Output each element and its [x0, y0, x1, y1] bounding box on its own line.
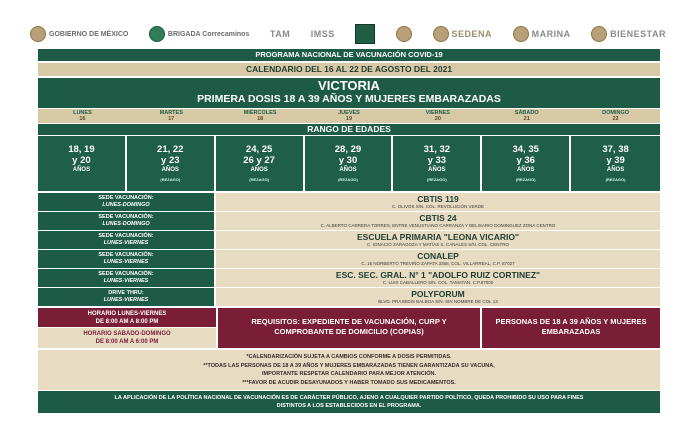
age-cells: [38, 136, 660, 191]
venue-label: [38, 269, 214, 287]
venue-name: ESCUELA PRIMARIA "LEONA VICARIO": [356, 232, 519, 242]
day-2: [216, 110, 305, 122]
venue-label: [38, 288, 214, 306]
age-line-2: y 23: [161, 155, 180, 166]
day-name: JUEVES: [338, 110, 360, 116]
day-date: 20: [434, 116, 441, 122]
age-line-3: AÑOS: [428, 167, 446, 173]
age-line-1: 21, 22: [157, 144, 184, 155]
footer-disclaimer: [38, 391, 660, 413]
day-name: DOMINGO: [602, 110, 629, 116]
logo-brigada-correcaminos: [149, 26, 249, 42]
logo-gobierno-de-mexico: [30, 26, 128, 42]
venue-label: [38, 193, 214, 211]
note-3: IMPORTANTE RESPETAR CALENDARIO PARA MEJOR ATENCIÓN.: [262, 371, 436, 377]
day-date: 16: [79, 116, 86, 122]
day-date: 19: [345, 116, 353, 122]
age-cell: [38, 136, 127, 191]
age-line-1: 18, 19: [68, 144, 95, 155]
age-line-3: AÑOS: [72, 167, 91, 173]
requirements: REQUISITOS: EXPEDIENTE DE VACUNACIÓN, CURP Y COMPROBANTE DE DOMICILIO (COPIAS): [218, 308, 480, 348]
weekday-schedule: [38, 308, 216, 327]
logo-tamaulipas: [270, 29, 290, 39]
day-4: [393, 110, 482, 122]
venue-address: C. IGNACIO ZARAGOZA Y MATÍAS S. CANALES S/N. COL. CENTRO: [366, 242, 510, 247]
day-0: [38, 110, 127, 122]
venue-label: [38, 231, 214, 249]
logo-text: BRIGADA Correcaminos: [167, 30, 250, 38]
venue-name: CBTIS 24: [419, 213, 457, 223]
age-cell: [571, 136, 660, 191]
day-name: SÁBADO: [514, 110, 539, 116]
logo-strip: [30, 20, 666, 48]
logo-text: SEDENA: [451, 29, 493, 39]
age-cell: [393, 136, 482, 191]
note-2: **TODAS LAS PERSONAS DE 18 A 39 AÑOS Y MUJERES EMBARAZADAS TIENEN GARANTIZADA SU VACUNA,: [203, 362, 495, 369]
logo-text: GOBIERNO DE MÉXICO: [49, 30, 129, 38]
venue-info: [216, 288, 660, 306]
venue-label: [38, 212, 214, 230]
venue-row: [38, 193, 660, 211]
age-line-3: AÑOS: [250, 167, 268, 173]
venue-label-days: LUNES-DOMINGO: [102, 202, 150, 208]
sedena-icon: [433, 26, 449, 42]
age-line-4: (REZAGO): [249, 177, 270, 182]
age-line-2: y 20: [72, 155, 91, 166]
brigade-icon: [149, 26, 165, 42]
venue-row: [38, 212, 660, 230]
age-line-3: AÑOS: [517, 167, 535, 173]
note-4: ***FAVOR DE ACUDIR DESAYUNADOS Y HABER TOMADO SUS MEDICAMENTOS.: [242, 379, 456, 386]
age-cell: [127, 136, 216, 191]
logo-text: MARINA: [531, 29, 571, 39]
age-line-3: AÑOS: [161, 167, 179, 173]
logo-green-shield: [355, 24, 375, 44]
venue-row: [38, 250, 660, 268]
age-line-2: 26 y 27: [243, 155, 275, 166]
venue-address: C. LUIS CABALLERO S/N. COL. TAMATAN. C.P.87000: [382, 280, 494, 285]
day-1: [127, 110, 216, 122]
day-name: LUNES: [73, 110, 92, 116]
venue-name: CONALEP: [417, 251, 459, 261]
venue-info: [216, 212, 660, 230]
venue-address: C. OLIVOS S/N. COL. REVOLUCIÓN VERDE: [391, 204, 485, 209]
venue-name: POLYFORUM: [411, 289, 465, 299]
age-line-3: AÑOS: [606, 167, 625, 173]
calendar-title: CALENDARIO DEL 16 AL 22 DE AGOSTO DEL 2021: [38, 63, 660, 76]
venue-info: [216, 193, 660, 211]
venue-label-days: LUNES-VIERNES: [103, 259, 149, 265]
venue-label: [38, 250, 214, 268]
city-name: VICTORIA: [318, 78, 380, 93]
age-cell: [482, 136, 571, 191]
logo-marina: [513, 26, 571, 42]
venue-label-title: SEDE VACUNACIÓN:: [98, 233, 154, 239]
target-people: PERSONAS DE 18 A 39 AÑOS Y MUJERES EMBARAZADAS: [482, 308, 660, 348]
venue-info: [216, 269, 660, 287]
age-line-4: (REZAGO): [160, 177, 181, 182]
age-line-1: 28, 29: [334, 144, 362, 155]
days-row: [38, 109, 660, 123]
venue-label-title: SEDE VACUNACIÓN:: [98, 252, 154, 258]
logo-text: TAM: [269, 29, 291, 39]
anchor-icon: [513, 26, 529, 42]
venue-row: [38, 288, 660, 306]
venue-label-days: LUNES-DOMINGO: [102, 221, 150, 227]
weekday-title: HORARIO LUNES-VIERNES: [87, 311, 167, 317]
age-line-1: 31, 32: [423, 144, 451, 155]
age-line-4: (REZAGO): [426, 177, 447, 182]
age-line-4: (REZAGO): [605, 177, 626, 182]
logo-imss: [311, 29, 335, 39]
day-5: [482, 110, 571, 122]
logo-text: IMSS: [310, 29, 335, 39]
weekend-schedule: [38, 328, 216, 348]
age-line-3: AÑOS: [339, 167, 357, 173]
day-3: [305, 110, 394, 122]
age-line-2: y 33: [427, 155, 447, 166]
venue-info: [216, 250, 660, 268]
venue-address: C. 16 NORBERTO TREVIÑO ZAPATA 3368, COL. VILLARREAL, C.P. 87027: [361, 261, 515, 266]
venue-row: [38, 231, 660, 249]
venue-name: ESC. SEC. GRAL. N° 1 "ADOLFO RUIZ CORTINEZ": [335, 270, 541, 280]
venue-label-days: LUNES-VIERNES: [103, 240, 149, 246]
age-line-2: y 39: [606, 155, 625, 166]
logo-seal: [396, 26, 412, 42]
age-line-4: (REZAGO): [515, 177, 536, 182]
eagle-seal-icon: [30, 26, 46, 42]
venue-address: BLVD. PRAXEDIS BALBOA S/N. SIN NOMBRE DE COL 13: [378, 299, 498, 304]
venue-label-title: DRIVE THRU:: [108, 290, 144, 296]
logo-sedena: [433, 26, 493, 42]
day-date: 21: [523, 116, 530, 122]
footer-line-2: DISTINTOS A LOS ESTABLECIDOS EN EL PROGRAMA.: [276, 403, 422, 409]
age-line-1: 37, 38: [602, 144, 629, 155]
weekday-hours: DE 8:00 AM A 8:00 PM: [95, 319, 159, 325]
day-name: MIÉRCOLES: [243, 110, 277, 116]
venue-label-title: SEDE VACUNACIÓN:: [98, 195, 154, 201]
age-line-2: y 30: [338, 155, 358, 166]
note-1: *CALENDARIZACIÓN SUJETA A CAMBIOS CONFORME A DOSIS PERMITIDAS.: [246, 354, 452, 360]
age-cell: [305, 136, 394, 191]
program-title: PROGRAMA NACIONAL DE VACUNACIÓN COVID-19: [38, 49, 660, 61]
notes: [38, 350, 660, 390]
bienestar-icon: [591, 26, 607, 42]
venue-info: [216, 231, 660, 249]
venue-row: [38, 269, 660, 287]
logo-bienestar: [591, 26, 666, 42]
shield-icon: [355, 24, 375, 44]
age-line-1: 34, 35: [512, 144, 539, 155]
venue-name: CBTIS 119: [417, 194, 459, 204]
venue-label-days: LUNES-VIERNES: [103, 278, 149, 284]
day-date: 17: [168, 116, 175, 122]
day-6: [571, 110, 660, 122]
round-seal-icon: [396, 26, 412, 42]
venue-label-title: SEDE VACUNACIÓN:: [98, 214, 154, 220]
day-date: 18: [257, 116, 264, 122]
footer-line-1: LA APLICACIÓN DE LA POLÍTICA NACIONAL DE VACUNACIÓN ES DE CARÁCTER PÚBLICO, AJENO A CUALQUIER PARTIDO POLÍTICO, QUEDA PROHIBIDO SU USO PARA FINES: [114, 395, 584, 401]
venue-label-title: SEDE VACUNACIÓN:: [98, 271, 154, 277]
age-line-2: y 36: [516, 155, 535, 166]
weekend-title: HORARIO SABADO-DOMINGO: [83, 331, 171, 337]
day-date: 22: [612, 116, 619, 122]
logo-text: BIENESTAR: [610, 29, 666, 39]
age-line-4: (REZAGO): [338, 177, 358, 182]
weekend-hours: DE 8:00 AM A 6:00 PM: [95, 339, 159, 345]
schedule-block: [38, 308, 660, 348]
dose-title: PRIMERA DOSIS 18 A 39 AÑOS Y MUJERES EMBARAZADAS: [197, 93, 501, 105]
day-name: VIERNES: [425, 110, 450, 116]
city-header: [38, 78, 660, 108]
age-line-1: 24, 25: [245, 144, 273, 155]
age-range-title: RANGO DE EDADES: [38, 124, 660, 135]
venue-address: C. ALBERTO CARRERA TORRES, ENTRE VENUSTIANO CARRANZA Y BELISARIO DOMINGUEZ ZONA CENTRO: [320, 223, 556, 228]
venue-label-days: LUNES-VIERNES: [103, 297, 149, 303]
day-name: MARTES: [159, 110, 183, 116]
age-cell: [216, 136, 305, 191]
